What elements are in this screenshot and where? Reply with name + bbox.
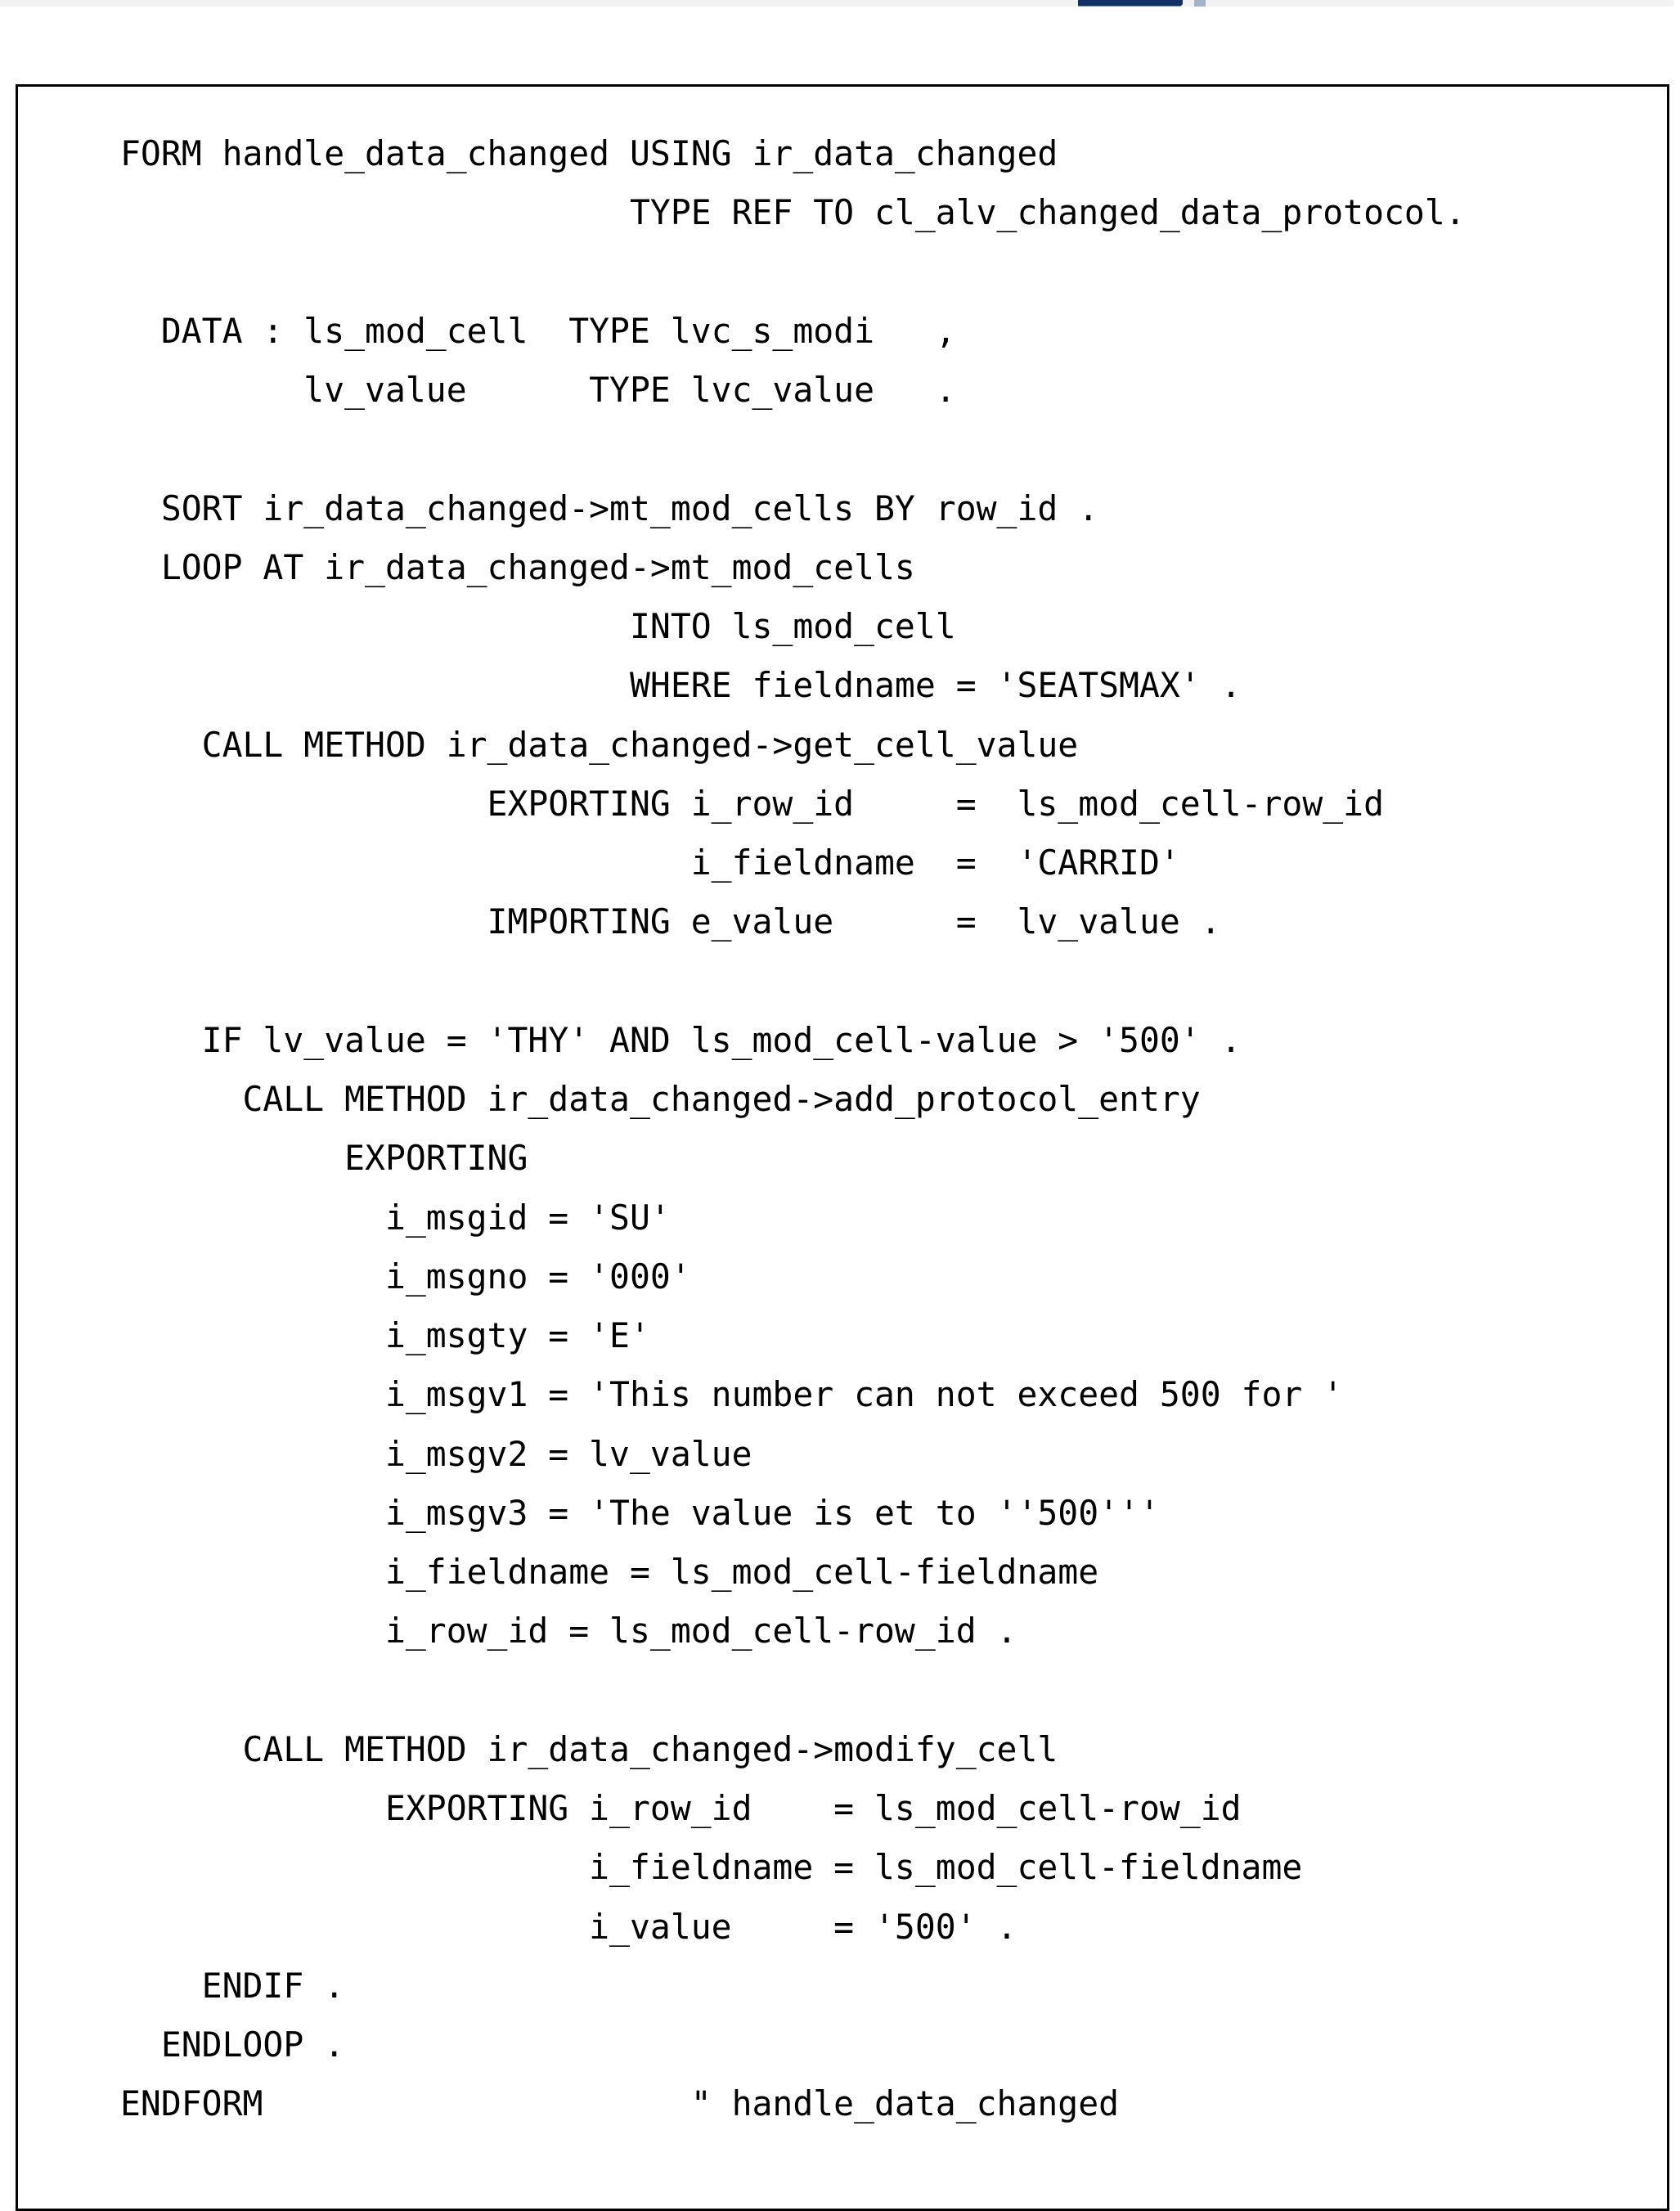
code-line: ENDFORM " handle_data_changed bbox=[120, 2084, 1120, 2124]
code-line: SORT ir_data_changed->mt_mod_cells BY row_id . bbox=[120, 488, 1099, 528]
code-line: CALL METHOD ir_data_changed->add_protocol_entry bbox=[120, 1080, 1201, 1119]
code-line: WHERE fieldname = 'SEATSMAX' . bbox=[120, 666, 1242, 706]
toolbar-button[interactable] bbox=[1078, 0, 1183, 7]
code-line: INTO ls_mod_cell bbox=[120, 607, 956, 646]
code-line: IMPORTING e_value = lv_value . bbox=[120, 902, 1221, 942]
code-line: CALL METHOD ir_data_changed->get_cell_value bbox=[120, 725, 1079, 765]
code-line: LOOP AT ir_data_changed->mt_mod_cells bbox=[120, 547, 915, 587]
code-line: IF lv_value = 'THY' AND ls_mod_cell-value > '500' . bbox=[120, 1020, 1242, 1060]
code-line bbox=[120, 1661, 1466, 1720]
code-listing bbox=[120, 124, 1466, 2134]
code-line: i_msgv3 = 'The value is et to ''500''' bbox=[120, 1493, 1160, 1533]
code-line bbox=[120, 243, 1466, 302]
code-line: EXPORTING bbox=[120, 1139, 528, 1179]
code-line: i_msgv1 = 'This number can not exceed 500 for ' bbox=[120, 1375, 1344, 1415]
code-line: i_value = '500' . bbox=[120, 1907, 1017, 1947]
code-line: i_fieldname = 'CARRID' bbox=[120, 843, 1180, 883]
code-line: i_msgno = '000' bbox=[120, 1256, 691, 1296]
code-line: EXPORTING i_row_id = ls_mod_cell-row_id bbox=[120, 784, 1384, 824]
code-line: i_fieldname = ls_mod_cell-fieldname bbox=[120, 1848, 1303, 1888]
top-toolbar-strip bbox=[0, 0, 1673, 7]
code-line bbox=[120, 952, 1466, 1011]
code-line: TYPE REF TO cl_alv_changed_data_protocol. bbox=[120, 193, 1466, 233]
code-line: FORM handle_data_changed USING ir_data_changed bbox=[120, 134, 1058, 173]
code-line: i_fieldname = ls_mod_cell-fieldname bbox=[120, 1553, 1099, 1592]
toolbar-icon[interactable] bbox=[1194, 0, 1206, 7]
code-line: i_msgty = 'E' bbox=[120, 1316, 650, 1355]
code-line: i_msgv2 = lv_value bbox=[120, 1434, 752, 1474]
code-line: ENDLOOP . bbox=[120, 2025, 345, 2065]
code-line: ENDIF . bbox=[120, 1966, 345, 2006]
code-line: lv_value TYPE lvc_value . bbox=[120, 371, 956, 410]
code-block bbox=[16, 84, 1669, 2211]
code-line: DATA : ls_mod_cell TYPE lvc_s_modi , bbox=[120, 311, 956, 351]
code-line: CALL METHOD ir_data_changed->modify_cell bbox=[120, 1729, 1058, 1769]
code-line bbox=[120, 420, 1466, 479]
code-line: i_row_id = ls_mod_cell-row_id . bbox=[120, 1611, 1017, 1652]
code-line: EXPORTING i_row_id = ls_mod_cell-row_id bbox=[120, 1789, 1242, 1828]
code-line: i_msgid = 'SU' bbox=[120, 1198, 671, 1238]
